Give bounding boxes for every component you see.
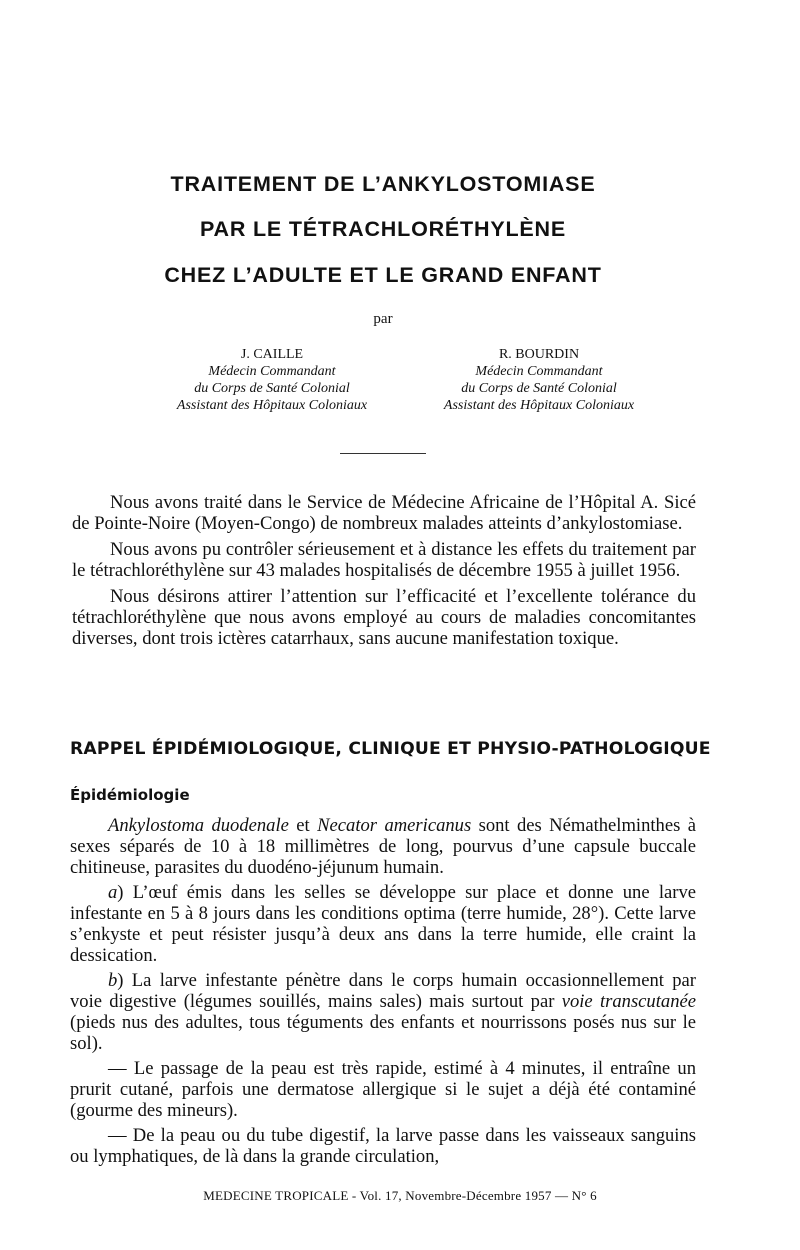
journal-footer: MEDECINE TROPICALE - Vol. 17, Novembre-Décembre 1957 — N° 6 <box>203 1188 597 1203</box>
author-name: J. CAILLE <box>240 347 304 362</box>
article-title-line-1: TRAITEMENT DE L’ANKYLOSTOMIASE <box>170 172 596 196</box>
body-paragraph <box>70 815 696 878</box>
body-paragraph <box>70 882 696 966</box>
section-heading: RAPPEL ÉPIDÉMIOLOGIQUE, CLINIQUE ET PHYSIO-PATHOLOGIQUE <box>70 739 711 759</box>
species-name: Necator americanus <box>317 815 472 836</box>
body-paragraph: — Le passage de la peau est très rapide, estimé à 4 minutes, il entraîne un prurit cutané, parfois une dermatose allergique si le sujet a déjà été contaminé (gourme des mineurs). <box>70 1058 696 1121</box>
list-marker: b <box>108 970 118 991</box>
author-caille <box>127 346 417 414</box>
text-run: sont des Némathelminthes à sexes séparés de 10 à 18 millimètres de long, pourvus d’une capsule buccale chitineuse, parasites du duodéno-jéjunum humain. <box>70 815 696 878</box>
list-marker: a <box>108 882 118 903</box>
text-run: (pieds nus des adultes, tous téguments des enfants et nourrissons posés nus sur le sol). <box>70 1012 696 1054</box>
author-role-line: Assistant des Hôpitaux Coloniaux <box>443 398 635 413</box>
section-body <box>70 815 696 1171</box>
body-paragraph <box>70 970 696 1054</box>
author-role-line: du Corps de Santé Colonial <box>461 381 617 396</box>
author-role-line: du Corps de Santé Colonial <box>194 381 350 396</box>
body-paragraph: — De la peau ou du tube digestif, la larve passe dans les vaisseaux sanguins ou lymphatiques, de là dans la grande circulation, <box>70 1125 696 1167</box>
intro-paragraph: Nous avons traité dans le Service de Médecine Africaine de l’Hôpital A. Sicé de Pointe-Noire (Moyen-Congo) de nombreux malades atteints d’ankylostomiase. <box>72 492 696 534</box>
author-role-line: Médecin Commandant <box>475 364 603 379</box>
text-run: ) L’œuf émis dans les selles se développe sur place et donne une larve infestante en 5 à 8 jours dans les conditions optima (terre humide, 28°). Cette larve s’enkyste et peut résister jusqu’à deux ans dans la terre humide, elle craint la dessication. <box>70 882 696 966</box>
article-title-line-3: CHEZ L’ADULTE ET LE GRAND ENFANT <box>164 263 602 287</box>
text-run: et <box>288 815 318 836</box>
text-run: ) La larve infestante pénètre dans le corps humain occasionnellement par voie digestive (légumes souillés, mains sales) mais surtout par <box>70 970 696 1012</box>
author-role-line: Assistant des Hôpitaux Coloniaux <box>176 398 368 413</box>
introduction <box>72 492 696 654</box>
separator-rule <box>340 453 426 454</box>
author-role-line: Médecin Commandant <box>208 364 336 379</box>
subsection-heading: Épidémiologie <box>70 786 190 804</box>
author-bourdin <box>394 346 684 414</box>
intro-paragraph: Nous avons pu contrôler sérieusement et à distance les effets du traitement par le tétrachloréthylène sur 43 malades hospitalisés de décembre 1955 à juillet 1956. <box>72 539 696 581</box>
intro-paragraph: Nous désirons attirer l’attention sur l’efficacité et l’excellente tolérance du tétrachloréthylène que nous avons employé au cours de maladies concomitantes diverses, dont trois ictères catarrhaux, sans aucune manifestation toxique. <box>72 586 696 649</box>
byline-par: par <box>373 311 393 327</box>
article-title-line-2: PAR LE TÉTRACHLORÉTHYLÈNE <box>200 217 566 241</box>
species-name: Ankylostoma duodenale <box>108 815 289 836</box>
author-name: R. BOURDIN <box>498 347 580 362</box>
emphasis: voie transcutanée <box>561 991 696 1012</box>
